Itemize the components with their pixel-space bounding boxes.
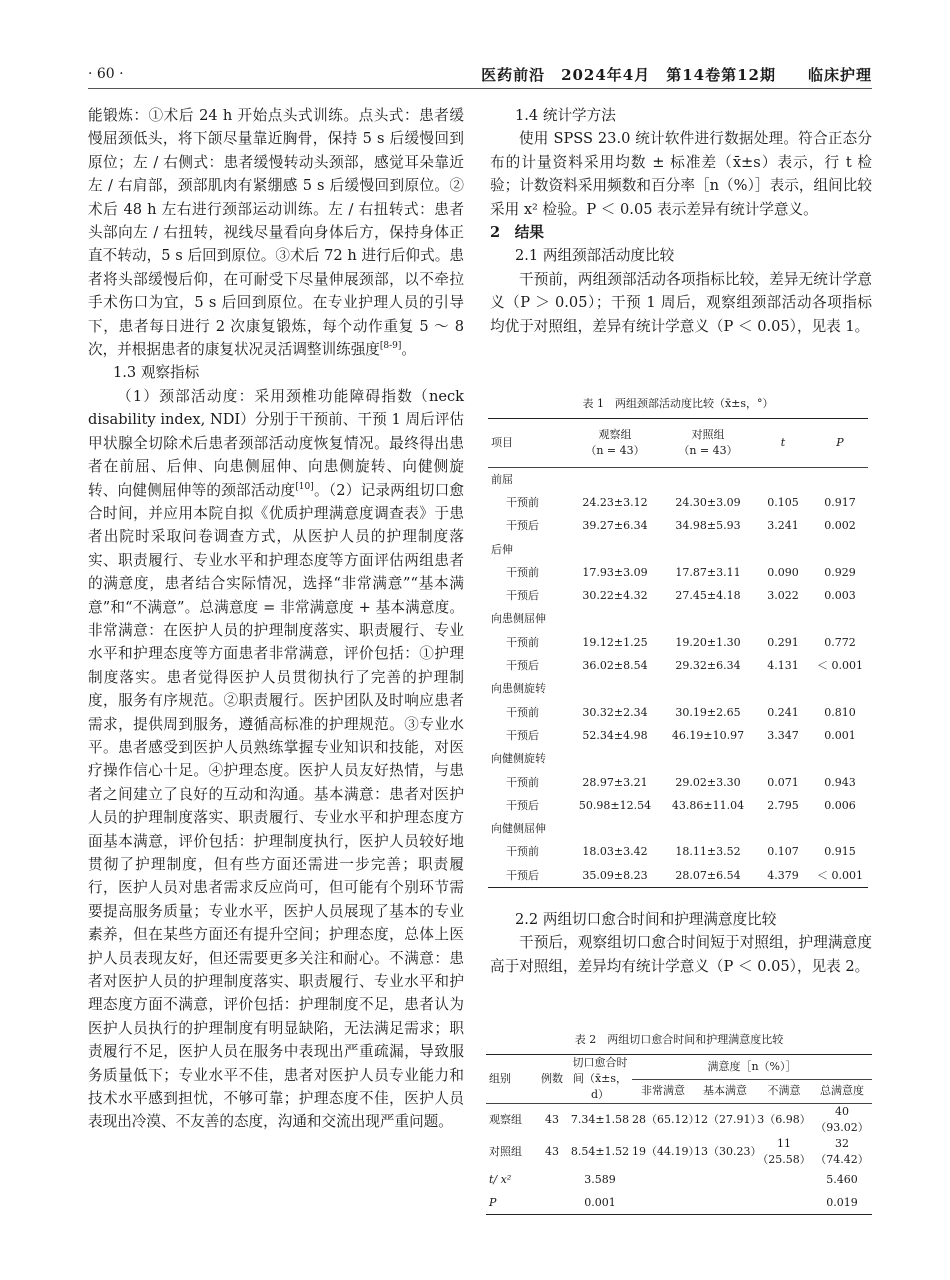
row-label: 干预后 bbox=[506, 589, 539, 603]
table-row bbox=[486, 1104, 872, 1137]
table-1-grid bbox=[488, 418, 868, 888]
cell-t: 2.795 bbox=[767, 798, 799, 812]
cell-t: 4.379 bbox=[767, 868, 799, 882]
cell-basic bbox=[694, 1168, 756, 1191]
table-row bbox=[486, 1191, 872, 1215]
table-row bbox=[488, 654, 868, 677]
cell-p: 0.917 bbox=[824, 495, 856, 509]
col-header-group: 组别 bbox=[486, 1055, 536, 1104]
section-heading-2-1: 2.1 两组颈部活动度比较 bbox=[515, 247, 675, 265]
table-row bbox=[488, 794, 868, 817]
col-header-heal: 切口愈合时 间（x̄±s，d） bbox=[568, 1055, 632, 1104]
cell-ctl: 28.07±6.54 bbox=[675, 868, 741, 882]
cell-p: ＜ 0.001 bbox=[817, 868, 863, 882]
journal-info: 医药前沿 2024年4月 第14卷第12期 临床护理 bbox=[481, 66, 872, 84]
cell-unsat bbox=[756, 1191, 812, 1215]
table-row-group bbox=[488, 538, 868, 561]
citation: [8-9] bbox=[379, 341, 402, 352]
section-heading-2: 2 结果 bbox=[490, 224, 544, 242]
cell-p: 0.772 bbox=[824, 635, 856, 649]
col-header-very: 非常满意 bbox=[632, 1079, 694, 1104]
cell-obs: 30.32±2.34 bbox=[582, 705, 648, 719]
group-label: 向患侧屈伸 bbox=[491, 612, 546, 626]
table-row-group bbox=[488, 678, 868, 701]
cell-t: 0.071 bbox=[767, 775, 799, 789]
cell-total: 0.019 bbox=[826, 1195, 858, 1209]
row-label: 干预前 bbox=[506, 845, 539, 859]
cell-very: 19（44.19） bbox=[632, 1145, 700, 1158]
table-row bbox=[488, 631, 868, 654]
cell-t: 0.241 bbox=[767, 705, 799, 719]
cell-t: 4.131 bbox=[767, 659, 799, 673]
cell-p: 0.003 bbox=[824, 589, 856, 603]
cell-total: 40（93.02） bbox=[815, 1105, 869, 1134]
col-header-item: 项目 bbox=[488, 419, 568, 468]
section-heading-1-4: 1.4 统计学方法 bbox=[515, 107, 616, 124]
cell-obs: 39.27±6.34 bbox=[582, 519, 648, 533]
cell-p: ＜ 0.001 bbox=[817, 659, 863, 673]
group-label: 向健侧旋转 bbox=[491, 752, 546, 766]
cell-p: 0.810 bbox=[824, 705, 856, 719]
table-row-group bbox=[488, 748, 868, 771]
cell-p: 0.915 bbox=[824, 845, 856, 859]
cell-unsat: 3（6.98） bbox=[757, 1113, 811, 1126]
cell-p: 0.943 bbox=[824, 775, 856, 789]
section-heading-2-2: 2.2 两组切口愈合时间和护理满意度比较 bbox=[515, 911, 777, 928]
cell-obs: 36.02±8.54 bbox=[582, 659, 648, 673]
cell-p: 0.002 bbox=[824, 519, 856, 533]
cell-t: 0.107 bbox=[767, 845, 799, 859]
cell-total: 32（74.42） bbox=[815, 1137, 869, 1166]
cell-basic bbox=[694, 1191, 756, 1215]
cell-heal: 3.589 bbox=[584, 1172, 616, 1186]
table-row bbox=[486, 1136, 872, 1168]
group-label: 后伸 bbox=[491, 542, 513, 556]
cell-unsat: 11（25.58） bbox=[757, 1137, 811, 1166]
page-number: · 60 · bbox=[88, 66, 124, 82]
cell-ctl: 29.02±3.30 bbox=[675, 775, 741, 789]
table-row-group bbox=[488, 468, 868, 492]
cell-p: 0.001 bbox=[824, 728, 856, 742]
cell-ctl: 24.30±3.09 bbox=[675, 495, 741, 509]
cell-t: 3.241 bbox=[767, 519, 799, 533]
cell-ctl: 30.19±2.65 bbox=[675, 705, 741, 719]
group-label: 向患侧旋转 bbox=[491, 682, 546, 696]
row-label: 干预后 bbox=[506, 728, 539, 742]
cell-p: 0.006 bbox=[824, 798, 856, 812]
cell-ctl: 43.86±11.04 bbox=[671, 798, 745, 812]
paragraph-results-2-2: 干预后，观察组切口愈合时间短于对照组，护理满意度高于对照组，差异均有统计学意义（P ＜ 0.05），见表 2。 bbox=[490, 934, 872, 975]
cell-unsat bbox=[756, 1168, 812, 1191]
table-row bbox=[488, 771, 868, 794]
table-row bbox=[488, 864, 868, 888]
col-header-p: P bbox=[812, 419, 868, 468]
running-header bbox=[88, 62, 872, 89]
row-label: 干预前 bbox=[506, 705, 539, 719]
cell-group: 对照组 bbox=[489, 1145, 522, 1158]
cell-obs: 19.12±1.25 bbox=[582, 635, 648, 649]
row-label: 干预后 bbox=[506, 659, 539, 673]
cell-basic: 12（27.91） bbox=[694, 1113, 762, 1126]
table-row bbox=[488, 584, 868, 607]
cell-obs: 50.98±12.54 bbox=[578, 798, 652, 812]
cell-obs: 17.93±3.09 bbox=[582, 565, 648, 579]
cell-n: 43 bbox=[545, 1145, 559, 1158]
group-label: 向健侧屈伸 bbox=[491, 822, 546, 836]
row-label: 干预前 bbox=[506, 775, 539, 789]
col-header-ctl: 对照组 （n = 43） bbox=[662, 419, 754, 468]
group-label: 前屈 bbox=[491, 472, 513, 486]
cell-t: 0.291 bbox=[767, 635, 799, 649]
cell-total: 5.460 bbox=[826, 1172, 858, 1186]
table-row-group bbox=[488, 817, 868, 840]
right-column-bottom bbox=[490, 908, 872, 978]
citation: [10] bbox=[295, 481, 314, 492]
cell-ctl: 19.20±1.30 bbox=[675, 635, 741, 649]
cell-obs: 28.97±3.21 bbox=[582, 775, 648, 789]
col-header-basic: 基本满意 bbox=[694, 1079, 756, 1104]
section-heading-1-3: 1.3 观察指标 bbox=[113, 364, 200, 382]
cell-obs: 35.09±8.23 bbox=[582, 868, 648, 882]
col-header-satisfaction: 满意度［n（%）］ bbox=[632, 1055, 872, 1080]
cell-ctl: 18.11±3.52 bbox=[675, 845, 741, 859]
col-header-n: 例数 bbox=[536, 1055, 568, 1104]
table-2 bbox=[486, 1032, 872, 1215]
cell-n: 43 bbox=[545, 1113, 559, 1126]
cell-obs: 52.34±4.98 bbox=[582, 728, 648, 742]
row-label: 干预后 bbox=[506, 798, 539, 812]
cell-ctl: 34.98±5.93 bbox=[675, 519, 741, 533]
paragraph-results-2-1: 干预前，两组颈部活动各项指标比较，差异无统计学意义（P ＞ 0.05）；干预 1 周后，观察组颈部活动各项指标均优于对照组，差异有统计学意义（P ＜ 0.05），见表 1。 bbox=[490, 270, 872, 335]
table-row bbox=[488, 515, 868, 538]
table-row bbox=[488, 724, 868, 747]
cell-group: P bbox=[489, 1195, 497, 1209]
col-header-total: 总满意度 bbox=[812, 1079, 872, 1104]
table-1-caption: 表 1 两组颈部活动度比较（x̄±s，°） bbox=[582, 397, 774, 410]
cell-obs: 24.23±3.12 bbox=[582, 495, 648, 509]
cell-t: 3.022 bbox=[767, 589, 799, 603]
cell-ctl: 17.87±3.11 bbox=[675, 565, 741, 579]
cell-heal: 0.001 bbox=[584, 1195, 616, 1209]
cell-obs: 18.03±3.42 bbox=[582, 845, 648, 859]
cell-t: 0.090 bbox=[767, 565, 799, 579]
cell-very bbox=[632, 1168, 694, 1191]
right-column-top bbox=[490, 104, 872, 338]
left-column bbox=[88, 104, 464, 1134]
table-row bbox=[488, 561, 868, 584]
table-2-caption: 表 2 两组切口愈合时间和护理满意度比较 bbox=[574, 1033, 784, 1046]
cell-ctl: 27.45±4.18 bbox=[675, 589, 741, 603]
table-row bbox=[488, 701, 868, 724]
row-label: 干预后 bbox=[506, 519, 539, 533]
cell-ctl: 29.32±6.34 bbox=[675, 659, 741, 673]
cell-obs: 30.22±4.32 bbox=[582, 589, 648, 603]
cell-ctl: 46.19±10.97 bbox=[671, 728, 745, 742]
col-header-obs: 观察组 （n = 43） bbox=[568, 419, 662, 468]
row-label: 干预后 bbox=[506, 868, 539, 882]
cell-t: 0.105 bbox=[767, 495, 799, 509]
cell-n bbox=[536, 1168, 568, 1191]
paragraph-rehab: 能锻炼：①术后 24 h 开始点头式训练。点头式：患者缓慢屈颈低头，将下颌尽量靠近胸骨，保持 5 s 后缓慢回到原位；左 / 右侧式：患者缓慢转动头颈部，感觉耳朵靠近左 / 右肩部，颈部肌肉有紧绷感 5 s 后缓慢回到原位。②术后 48 h 左右进行颈部运动训练。左 / 右扭转式：患者头部向左 / 右扭转，视线尽量看向身体后方，保持身体正直不转动，5 s 后回到原位。③术后 72 h 进行后仰式。患者将头部缓慢后仰，在可耐受下尽量伸展颈部，以不牵拉手术伤口为宜，5 s 后回到原位。在专业护理人员的引导下，患者每日进行 2 次康复锻炼，每个动作重复 5 ～ 8 次，并根据患者的康复状况灵活调整训练强度[8-9]。 bbox=[88, 107, 464, 359]
cell-n bbox=[536, 1191, 568, 1215]
table-1 bbox=[488, 396, 868, 888]
paragraph-statistics: 使用 SPSS 23.0 统计软件进行数据处理。符合正态分布的计量资料采用均数 ± 标准差（x̄±s）表示，行 t 检验；计数资料采用频数和百分率［n（%）］表示，组间比较采用 x² 检验。P ＜ 0.05 表示差异有统计学意义。 bbox=[490, 130, 872, 218]
cell-group: t/ x² bbox=[489, 1172, 512, 1186]
paragraph-observation: （1）颈部活动度：采用颈椎功能障碍指数（neck disability index, NDI）分别于干预前、干预 1 周后评估甲状腺全切除术后患者颈部活动度恢复情况。最终得出患者在前屈、后伸、向患侧屈伸、向患侧旋转、向健侧旋转、向健侧屈伸等的颈部活动度[10]。（2）记录两组切口愈合时间，并应用本院自拟《优质护理满意度调查表》于患者出院时采取问卷调查方式，从医护人员的护理制度落实、职责履行、专业水平和护理态度等方面评估两组患者的满意度，患者结合实际情况，选择“非常满意”“基本满意”和“不满意”。总满意度 = 非常满意度 + 基本满意度。非常满意：在医护人员的护理制度落实、职责履行、专业水平和护理态度等方面患者非常满意，评价包括：①护理制度落实。患者觉得医护人员贯彻执行了完善的护理制度，服务有序规范。②职责履行。医护团队及时响应患者需求，提供周到服务，遵循高标准的护理规范。③专业水平。患者感受到医护人员熟练掌握专业知识和技能，对医疗操作信心十足。④护理态度。医护人员友好热情，与患者之间建立了良好的互动和沟通。基本满意：患者对医护人员的护理制度落实、职责履行、专业水平和护理态度方面基本满意，评价包括：护理制度执行，医护人员较好地贯彻了护理制度，但有些方面还需进一步完善；职责履行，医护人员对患者需求反应尚可，但可能有个别环节需要提高服务质量；专业水平，医护人员展现了基本的专业素养，但在某些方面还有提升空间；护理态度，总体上医护人员表现友好，但还需要更多关注和耐心。不满意：患者对医护人员的护理制度落实、职责履行、专业水平和护理态度方面不满意，评价包括：护理制度不足，患者认为医护人员执行的护理制度有明显缺陷，无法满足需求；职责履行不足，医护人员在服务中表现出严重疏漏，导致服务质量低下；专业水平不佳，患者对医护人员专业能力和技术水平感到担忧，不够可靠；护理态度不佳，医护人员表现出冷漠、不友善的态度，沟通和交流出现严重问题。 bbox=[88, 387, 464, 1131]
row-label: 干预前 bbox=[506, 635, 539, 649]
col-header-unsat: 不满意 bbox=[756, 1079, 812, 1104]
table-2-grid bbox=[486, 1054, 872, 1215]
cell-heal: 8.54±1.52 bbox=[570, 1145, 630, 1158]
cell-very bbox=[632, 1191, 694, 1215]
cell-group: 观察组 bbox=[489, 1113, 522, 1126]
row-label: 干预前 bbox=[506, 565, 539, 579]
table-row bbox=[488, 841, 868, 864]
table-row-group bbox=[488, 608, 868, 631]
cell-t: 3.347 bbox=[767, 728, 799, 742]
cell-basic: 13（30.23） bbox=[694, 1145, 762, 1158]
cell-heal: 7.34±1.58 bbox=[570, 1113, 630, 1126]
cell-p: 0.929 bbox=[824, 565, 856, 579]
table-row bbox=[486, 1168, 872, 1191]
cell-very: 28（65.12） bbox=[632, 1113, 700, 1126]
row-label: 干预前 bbox=[506, 495, 539, 509]
col-header-t: t bbox=[754, 419, 812, 468]
table-row bbox=[488, 491, 868, 514]
